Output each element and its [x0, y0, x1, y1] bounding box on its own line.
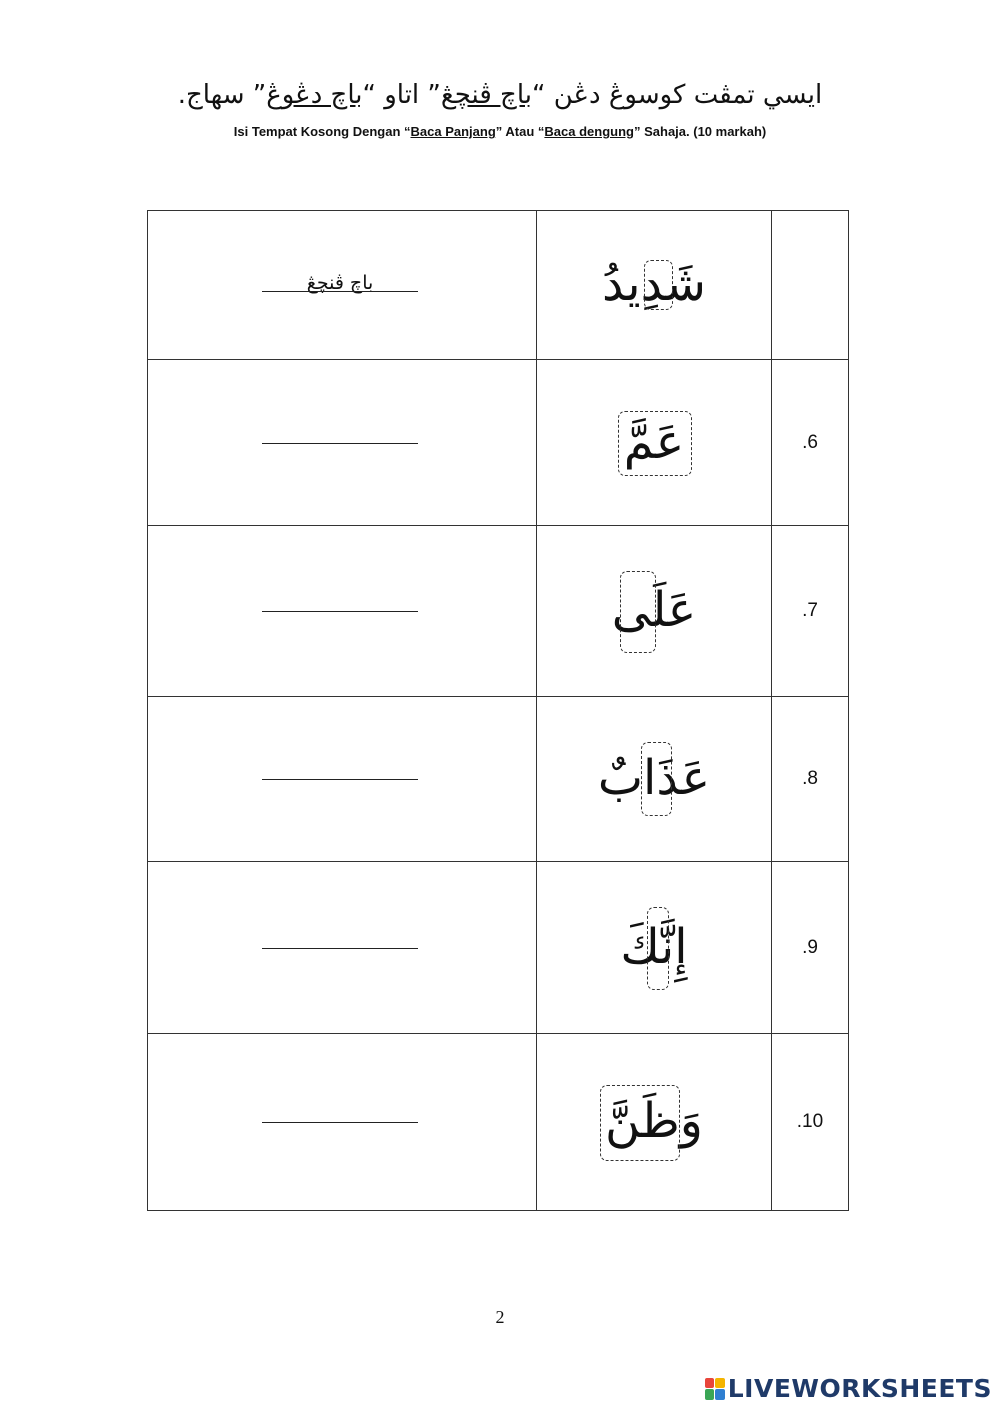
arabic-word-text: عَذَابٌ	[597, 750, 711, 807]
word-cell	[537, 1034, 772, 1211]
title-jawi-text-1: ايسي تمڤت كوسوڠ دڠن “	[532, 80, 823, 110]
answer-cell[interactable]	[148, 526, 537, 697]
question-row	[148, 1034, 849, 1211]
brand-icon-square	[715, 1378, 725, 1389]
title-latin-text-1: Isi Tempat Kosong Dengan “	[233, 124, 411, 139]
title-jawi-option-2: باچ دڠوڠ	[266, 80, 363, 110]
highlight-box	[618, 411, 693, 476]
title-latin-text-2: ” Atau “	[495, 124, 545, 139]
answer-blank[interactable]	[262, 443, 418, 444]
title-jawi-text-3: ” سهاج.	[177, 80, 267, 110]
question-row	[148, 862, 849, 1034]
question-row	[148, 360, 849, 526]
answer-cell[interactable]	[148, 360, 537, 526]
arabic-word	[605, 1093, 703, 1151]
arabic-word-text: إِنَّكَ	[620, 918, 688, 975]
answer-blank[interactable]	[262, 948, 418, 949]
title-latin-option-2: Baca dengung	[544, 124, 634, 139]
word-cell	[537, 862, 772, 1034]
arabic-word-text: عَلَى	[611, 582, 697, 639]
arabic-word-text: وَظَنَّ	[605, 1093, 703, 1150]
title-latin-option-1: Baca Panjang	[410, 124, 496, 139]
arabic-word	[612, 582, 697, 640]
answer-blank[interactable]	[262, 779, 418, 780]
question-number: .8	[772, 697, 849, 862]
brand-name: LIVEWORKSHEETS	[727, 1374, 992, 1403]
example-word-cell	[537, 211, 772, 360]
highlight-box	[620, 571, 656, 654]
arabic-word	[624, 414, 685, 472]
word-cell	[537, 697, 772, 862]
title-jawi-text-2: ” اتاو “	[362, 80, 441, 110]
example-strike-line	[262, 291, 418, 292]
brand-icon-square	[705, 1378, 715, 1389]
answer-blank[interactable]	[262, 611, 418, 612]
arabic-word	[620, 919, 687, 977]
brand-icon-square	[705, 1389, 715, 1400]
question-number: .6	[772, 360, 849, 526]
title-latin-text-3: ” Sahaja. (10 markah)	[633, 124, 767, 139]
title-latin	[0, 124, 1000, 139]
question-row	[148, 526, 849, 697]
question-number: .10	[772, 1034, 849, 1211]
liveworksheets-logo[interactable]	[705, 1374, 992, 1403]
brand-icon	[705, 1378, 725, 1400]
answer-cell[interactable]	[148, 697, 537, 862]
brand-icon-square	[715, 1389, 725, 1400]
title-jawi-option-1: باچ ڤنچڠ	[440, 80, 532, 110]
question-row	[148, 697, 849, 862]
page-number: 2	[495, 1307, 505, 1327]
answer-blank[interactable]	[262, 1122, 418, 1123]
example-number-cell	[772, 211, 849, 360]
example-word-text: شَدِيدُ	[602, 256, 706, 313]
question-number: .7	[772, 526, 849, 697]
answer-cell[interactable]	[148, 1034, 537, 1211]
word-cell	[537, 360, 772, 526]
answer-cell[interactable]	[148, 862, 537, 1034]
highlight-box	[641, 742, 672, 816]
example-answer: باچ ڤنچڠ	[306, 271, 374, 294]
highlight-box	[647, 907, 669, 990]
question-number: .9	[772, 862, 849, 1034]
word-cell	[537, 526, 772, 697]
example-row	[148, 211, 849, 360]
worksheet-table	[147, 210, 849, 1211]
title-jawi	[0, 80, 1000, 110]
highlight-box	[600, 1085, 680, 1162]
highlight-box	[644, 260, 673, 310]
arabic-word	[598, 750, 710, 808]
example-word	[602, 256, 706, 314]
example-answer-cell	[148, 211, 537, 360]
arabic-word-text: عَمَّ	[623, 413, 685, 470]
